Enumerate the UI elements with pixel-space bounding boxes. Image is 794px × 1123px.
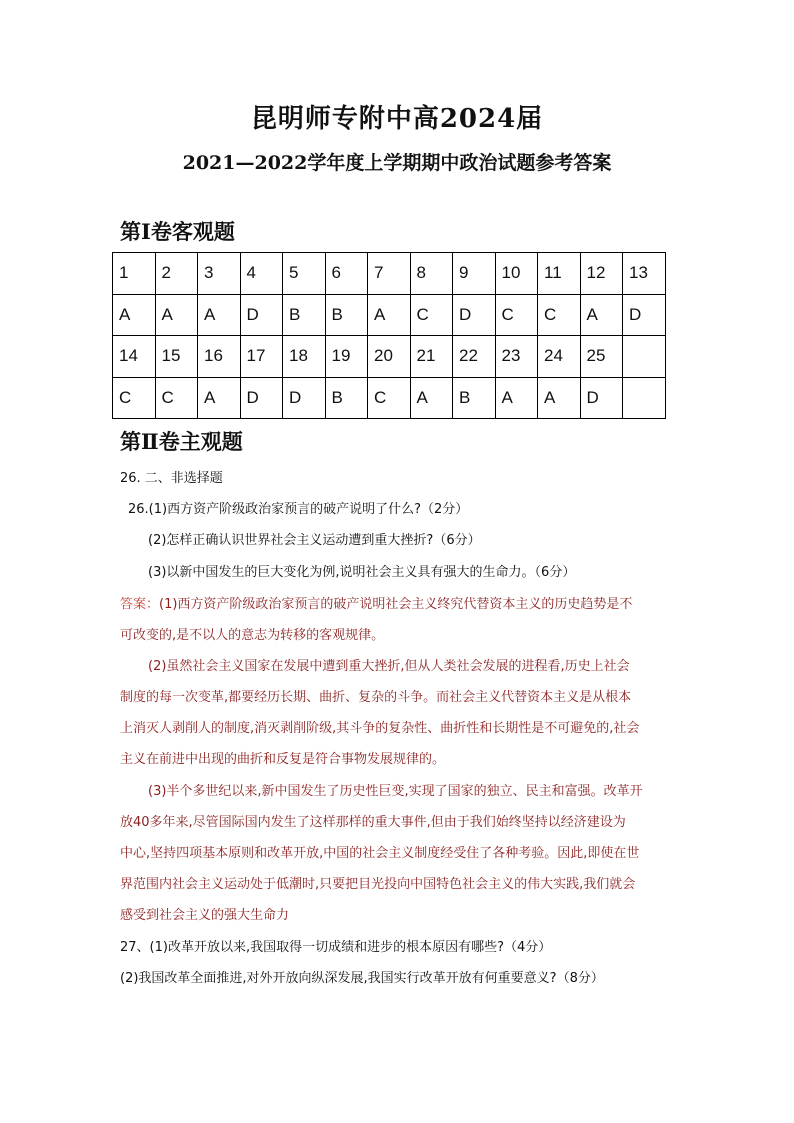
table-cell: C [113, 377, 156, 419]
table-cell: C [410, 294, 453, 336]
table-cell: 14 [113, 336, 156, 378]
table-cell: B [325, 377, 368, 419]
table-cell: 7 [368, 253, 411, 295]
table-cell: D [623, 294, 666, 336]
answer-3-line-2: 放40多年来,尽管国际国内发生了这样那样的重大事件,但由于我们始终坚持以经济建设为 [120, 815, 626, 830]
q26-part2: (2)怎样正确认识世界社会主义运动遭到重大挫折?（6分） [148, 533, 481, 548]
table-cell: A [368, 294, 411, 336]
table-cell: C [368, 377, 411, 419]
table-cell: 11 [538, 253, 581, 295]
table-cell: D [580, 377, 623, 419]
q26-part3: (3)以新中国发生的巨大变化为例,说明社会主义具有强大的生命力。（6分） [148, 565, 576, 580]
table-cell: A [198, 377, 241, 419]
table-cell: A [155, 294, 198, 336]
table-cell: 19 [325, 336, 368, 378]
table-cell: C [495, 294, 538, 336]
table-cell: C [155, 377, 198, 419]
answer-label: 答案： [120, 597, 160, 612]
table-cell: B [283, 294, 326, 336]
document-title: 昆明师专附中高2024届 [250, 104, 544, 134]
table-cell: A [495, 377, 538, 419]
table-cell: 23 [495, 336, 538, 378]
answer-2-line-3: 上消灭人剥削人的制度,消灭剥削阶级,其斗争的复杂性、曲折性和长期性是不可避免的,社会 [120, 721, 640, 736]
table-cell: 12 [580, 253, 623, 295]
table-cell: 1 [113, 253, 156, 295]
q27-part2: (2)我国改革全面推进,对外开放向纵深发展,我国实行改革开放有何重要意义?（8分） [120, 971, 604, 986]
answer-3-line-1: (3)半个多世纪以来,新中国发生了历史性巨变,实现了国家的独立、民主和富强。改革开 [148, 784, 643, 799]
table-cell: A [410, 377, 453, 419]
table-row [113, 336, 666, 378]
table-cell [623, 336, 666, 378]
table-cell: B [453, 377, 496, 419]
table-row [113, 253, 666, 295]
table-cell: D [283, 377, 326, 419]
table-cell: 22 [453, 336, 496, 378]
table-cell: 4 [240, 253, 283, 295]
table-cell: 17 [240, 336, 283, 378]
section-objective-heading: 第Ⅰ卷客观题 [120, 219, 235, 244]
table-cell: 6 [325, 253, 368, 295]
answer-table [112, 252, 666, 419]
table-cell: 9 [453, 253, 496, 295]
section-subjective-heading: 第Ⅱ卷主观题 [120, 429, 243, 454]
q27-part1: 27、(1)改革开放以来,我国取得一切成绩和进步的根本原因有哪些?（4分） [120, 940, 552, 955]
answer-2-line-4: 主义在前进中出现的曲折和反复是符合事物发展规律的。 [120, 752, 446, 767]
document-subtitle: 2021—2022学年度上学期期中政治试题参考答案 [182, 152, 612, 174]
table-cell: A [113, 294, 156, 336]
answer-3-line-4: 界范围内社会主义运动处于低潮时,只要把目光投向中国特色社会主义的伟大实践,我们就会 [120, 877, 636, 892]
table-cell: A [580, 294, 623, 336]
table-cell: 21 [410, 336, 453, 378]
question-heading: 26. 二、非选择题 [120, 471, 223, 486]
answer-1-line-2: 可改变的,是不以人的意志为转移的客观规律。 [120, 628, 385, 643]
table-cell: 15 [155, 336, 198, 378]
table-cell: B [325, 294, 368, 336]
table-cell: 13 [623, 253, 666, 295]
table-cell: C [538, 294, 581, 336]
table-cell: 18 [283, 336, 326, 378]
answer-2-line-2: 制度的每一次变革,都要经历长期、曲折、复杂的斗争。而社会主义代替资本主义是从根本 [120, 690, 632, 705]
table-cell: 2 [155, 253, 198, 295]
table-cell: 8 [410, 253, 453, 295]
table-cell: 25 [580, 336, 623, 378]
answer-1-line-1: 答案：(1)西方资产阶级政治家预言的破产说明社会主义终究代替资本主义的历史趋势是不 [120, 597, 633, 612]
table-cell: D [240, 377, 283, 419]
table-cell: 5 [283, 253, 326, 295]
answer-3-line-5: 感受到社会主义的强大生命力 [120, 908, 290, 923]
answer-3-line-3: 中心,坚持四项基本原则和改革开放,中国的社会主义制度经受住了各种考验。因此,即使在世 [120, 846, 640, 861]
table-cell: D [453, 294, 496, 336]
table-cell: A [198, 294, 241, 336]
table-cell: 10 [495, 253, 538, 295]
table-cell: D [240, 294, 283, 336]
table-cell: 24 [538, 336, 581, 378]
table-row [113, 377, 666, 419]
table-row [113, 294, 666, 336]
table-cell [623, 377, 666, 419]
table-cell: A [538, 377, 581, 419]
table-cell: 3 [198, 253, 241, 295]
q26-part1: 26.(1)西方资产阶级政治家预言的破产说明了什么?（2分） [128, 502, 469, 517]
table-cell: 20 [368, 336, 411, 378]
table-cell: 16 [198, 336, 241, 378]
answer-2-line-1: (2)虽然社会主义国家在发展中遭到重大挫折,但从人类社会发展的进程看,历史上社会 [148, 659, 630, 674]
